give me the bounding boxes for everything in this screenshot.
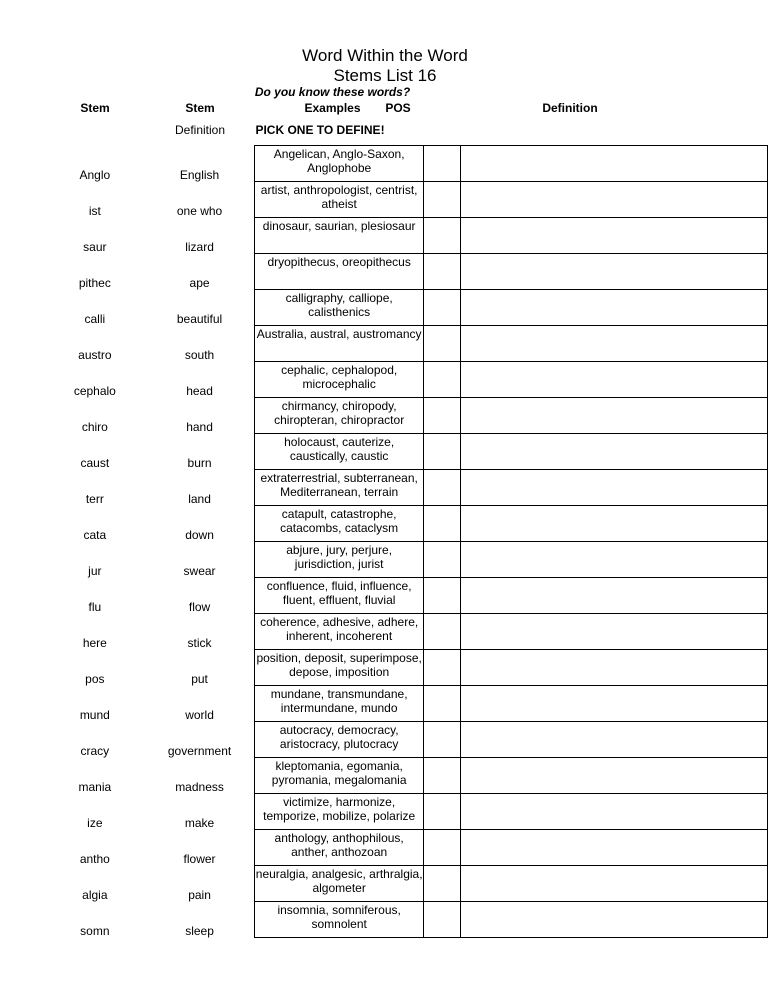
stem-definition-text: sleep — [185, 923, 214, 938]
definition-answer-cell[interactable] — [460, 542, 767, 578]
definition-answer-cell[interactable] — [460, 794, 767, 830]
definition-answer-cell[interactable] — [460, 398, 767, 434]
examples-text: victimize, harmonize, temporize, mobilize, polarize — [263, 794, 416, 823]
examples-text: neuralgia, analgesic, arthralgia, algometer — [255, 866, 423, 895]
stem-cell — [45, 362, 145, 398]
table-row — [45, 254, 768, 290]
examples-text: artist, anthropologist, centrist, atheist — [260, 182, 418, 211]
stem-definition-cell — [145, 830, 255, 866]
examples-text: catapult, catastrophe, catacombs, cataclysm — [280, 506, 399, 535]
examples-cell — [255, 434, 424, 470]
stem-definition-cell — [145, 758, 255, 794]
table-row — [45, 182, 768, 218]
stem-cell — [45, 722, 145, 758]
stem-definition-text: hand — [186, 419, 213, 434]
header-pick-one: PICK ONE TO DEFINE! — [255, 123, 385, 137]
examples-text: chirmancy, chiropody, chiropteran, chiropractor — [274, 398, 405, 427]
stem-definition-cell — [145, 290, 255, 326]
header-pos: POS — [385, 101, 411, 115]
examples-text: holocaust, cauterize, caustically, caustic — [284, 434, 395, 463]
examples-text: position, deposit, superimpose, depose, imposition — [256, 650, 422, 679]
definition-answer-cell[interactable] — [460, 578, 767, 614]
stem-cell — [45, 686, 145, 722]
examples-cell — [255, 470, 424, 506]
definition-answer-cell[interactable] — [460, 614, 767, 650]
examples-text: coherence, adhesive, adhere, inherent, incoherent — [260, 614, 419, 643]
stem-definition-cell — [145, 146, 255, 182]
table-row — [45, 650, 768, 686]
definition-answer-cell[interactable] — [460, 722, 767, 758]
stem-definition-cell — [145, 434, 255, 470]
examples-text: kleptomania, egomania, pyromania, megalomania — [271, 758, 407, 787]
examples-text: insomnia, somniferous, somnolent — [277, 902, 401, 931]
examples-cell — [255, 326, 424, 362]
examples-text: mundane, transmundane, intermundane, mundo — [270, 686, 408, 715]
stem-definition-cell — [145, 650, 255, 686]
examples-cell — [255, 506, 424, 542]
examples-cell — [255, 254, 424, 290]
definition-answer-cell[interactable] — [460, 650, 767, 686]
stem-definition-cell — [145, 362, 255, 398]
definition-answer-cell[interactable] — [460, 362, 767, 398]
question-heading: Do you know these words? — [254, 85, 411, 99]
stem-definition-text: beautiful — [176, 311, 223, 326]
examples-cell — [255, 182, 424, 218]
header-definition: Definition — [542, 101, 598, 115]
pos-answer-cell[interactable] — [423, 686, 460, 722]
stem-definition-cell — [145, 686, 255, 722]
table-row — [45, 146, 768, 182]
pos-answer-cell[interactable] — [423, 362, 460, 398]
stem-cell — [45, 218, 145, 254]
stem-text: cephalo — [73, 383, 116, 398]
examples-cell — [255, 542, 424, 578]
stem-text: caust — [80, 455, 110, 470]
stem-text: chiro — [81, 419, 108, 434]
examples-text: extraterrestrial, subterranean, Mediterranean, terrain — [260, 470, 418, 499]
stem-definition-text: stick — [187, 635, 212, 650]
stem-text: pithec — [78, 275, 111, 290]
definition-answer-cell[interactable] — [460, 290, 767, 326]
stem-cell — [45, 794, 145, 830]
examples-text: confluence, fluid, influence, fluent, effluent, fluvial — [266, 578, 412, 607]
pos-answer-cell[interactable] — [423, 254, 460, 290]
examples-text: dinosaur, saurian, plesiosaur — [262, 218, 416, 233]
stem-cell — [45, 542, 145, 578]
table-row — [45, 506, 768, 542]
header-stem-definition-bottom: Definition — [174, 123, 226, 137]
stem-text: ist — [88, 203, 101, 218]
examples-cell — [255, 794, 424, 830]
stem-text: ize — [87, 815, 103, 830]
stem-definition-text: ape — [189, 275, 210, 290]
stem-definition-text: put — [191, 671, 208, 686]
examples-cell — [255, 362, 424, 398]
title-line-2: Stems List 16 — [333, 66, 437, 85]
definition-answer-cell[interactable] — [460, 758, 767, 794]
stem-text: pos — [85, 671, 105, 686]
examples-cell — [255, 686, 424, 722]
examples-text: anthology, anthophilous, anther, anthozoan — [274, 830, 404, 859]
stem-definition-text: head — [186, 383, 213, 398]
table-row — [45, 794, 768, 830]
stem-cell — [45, 434, 145, 470]
examples-cell — [255, 146, 424, 182]
stem-definition-cell — [145, 722, 255, 758]
pos-answer-cell[interactable] — [423, 650, 460, 686]
examples-cell — [255, 578, 424, 614]
examples-cell — [255, 758, 424, 794]
stem-definition-text: flow — [188, 599, 211, 614]
table-row — [45, 830, 768, 866]
stem-definition-cell — [145, 614, 255, 650]
stem-text: saur — [83, 239, 107, 254]
examples-cell — [255, 614, 424, 650]
definition-answer-cell[interactable] — [460, 434, 767, 470]
definition-answer-cell[interactable] — [460, 254, 767, 290]
pos-answer-cell[interactable] — [423, 398, 460, 434]
stem-cell — [45, 146, 145, 182]
pos-answer-cell[interactable] — [423, 614, 460, 650]
stem-text: flu — [88, 599, 102, 614]
table-row — [45, 578, 768, 614]
stem-text: jur — [88, 563, 102, 578]
pos-answer-cell[interactable] — [423, 830, 460, 866]
stem-definition-text: English — [179, 167, 220, 182]
definition-answer-cell[interactable] — [460, 218, 767, 254]
stem-definition-cell — [145, 470, 255, 506]
title-line-1: Word Within the Word — [302, 46, 468, 65]
stem-definition-text: one who — [176, 203, 223, 218]
stem-cell — [45, 614, 145, 650]
stem-definition-cell — [145, 542, 255, 578]
stem-text: terr — [85, 491, 104, 506]
stem-definition-cell — [145, 902, 255, 938]
header-stem: Stem — [80, 101, 110, 115]
pos-answer-cell[interactable] — [423, 578, 460, 614]
pos-answer-cell[interactable] — [423, 794, 460, 830]
pos-answer-cell[interactable] — [423, 290, 460, 326]
stem-cell — [45, 830, 145, 866]
stem-definition-cell — [145, 506, 255, 542]
stem-definition-cell — [145, 218, 255, 254]
table-row — [45, 686, 768, 722]
stem-definition-text: down — [185, 527, 214, 542]
stem-cell — [45, 290, 145, 326]
definition-answer-cell[interactable] — [460, 326, 767, 362]
definition-answer-cell[interactable] — [460, 470, 767, 506]
stem-definition-text: burn — [187, 455, 212, 470]
stem-text: austro — [78, 347, 112, 362]
stems-table — [45, 145, 768, 938]
table-row — [45, 758, 768, 794]
table-row — [45, 542, 768, 578]
stem-cell — [45, 506, 145, 542]
stem-definition-text: land — [188, 491, 211, 506]
examples-text: Australia, austral, austromancy — [256, 326, 422, 341]
table-row — [45, 362, 768, 398]
pos-answer-cell[interactable] — [423, 326, 460, 362]
header-stem-definition-top: Stem — [185, 101, 215, 115]
examples-cell — [255, 722, 424, 758]
stem-definition-cell — [145, 326, 255, 362]
stem-cell — [45, 866, 145, 902]
stem-cell — [45, 650, 145, 686]
stem-text: algia — [82, 887, 108, 902]
stem-text: here — [82, 635, 107, 650]
stem-definition-cell — [145, 794, 255, 830]
examples-cell — [255, 650, 424, 686]
table-row — [45, 218, 768, 254]
pos-answer-cell[interactable] — [423, 542, 460, 578]
table-row — [45, 290, 768, 326]
examples-text: calligraphy, calliope, calisthenics — [285, 290, 393, 319]
stem-definition-text: make — [184, 815, 215, 830]
table-row — [45, 326, 768, 362]
table-row — [45, 722, 768, 758]
examples-text: dryopithecus, oreopithecus — [267, 254, 411, 269]
stem-cell — [45, 578, 145, 614]
stem-text: antho — [79, 851, 110, 866]
stem-definition-text: lizard — [185, 239, 214, 254]
stem-definition-text: world — [185, 707, 214, 722]
pos-answer-cell[interactable] — [423, 758, 460, 794]
stem-cell — [45, 182, 145, 218]
examples-text: abjure, jury, perjure, jurisdiction, jurist — [286, 542, 393, 571]
definition-answer-cell[interactable] — [460, 902, 767, 938]
pos-answer-cell[interactable] — [423, 866, 460, 902]
definition-answer-cell[interactable] — [460, 830, 767, 866]
stem-definition-text: flower — [183, 851, 216, 866]
stem-text: cracy — [80, 743, 110, 758]
table-row — [45, 470, 768, 506]
stem-definition-cell — [145, 254, 255, 290]
stem-text: somn — [80, 923, 110, 938]
stem-text: mania — [78, 779, 112, 794]
stem-text: cata — [83, 527, 107, 542]
stem-definition-cell — [145, 182, 255, 218]
examples-text: Angelican, Anglo-Saxon, Anglophobe — [273, 146, 405, 175]
stem-definition-text: government — [167, 743, 232, 758]
table-row — [45, 398, 768, 434]
examples-text: cephalic, cephalopod, microcephalic — [281, 362, 398, 391]
stem-text: mund — [79, 707, 110, 722]
stem-definition-text: south — [184, 347, 215, 362]
examples-text: autocracy, democracy, aristocracy, plutocracy — [279, 722, 399, 751]
pos-answer-cell[interactable] — [423, 218, 460, 254]
definition-answer-cell[interactable] — [460, 866, 767, 902]
definition-answer-cell[interactable] — [460, 506, 767, 542]
stem-definition-text: swear — [183, 563, 216, 578]
stem-cell — [45, 398, 145, 434]
table-row — [45, 434, 768, 470]
stem-cell — [45, 902, 145, 938]
stem-cell — [45, 470, 145, 506]
stem-definition-text: madness — [175, 779, 224, 794]
stem-definition-cell — [145, 398, 255, 434]
definition-answer-cell[interactable] — [460, 146, 767, 182]
examples-cell — [255, 830, 424, 866]
stem-definition-text: pain — [188, 887, 211, 902]
header-examples: Examples — [304, 101, 361, 115]
stem-text: calli — [84, 311, 106, 326]
stem-text: Anglo — [79, 167, 111, 182]
examples-cell — [255, 218, 424, 254]
examples-cell — [255, 398, 424, 434]
examples-cell — [255, 866, 424, 902]
pos-answer-cell[interactable] — [423, 902, 460, 938]
pos-answer-cell[interactable] — [423, 506, 460, 542]
examples-cell — [255, 290, 424, 326]
table-row — [45, 902, 768, 938]
table-row — [45, 866, 768, 902]
pos-answer-cell[interactable] — [423, 470, 460, 506]
pos-answer-cell[interactable] — [423, 722, 460, 758]
definition-answer-cell[interactable] — [460, 686, 767, 722]
stem-cell — [45, 758, 145, 794]
pos-answer-cell[interactable] — [423, 146, 460, 182]
pos-answer-cell[interactable] — [423, 434, 460, 470]
stem-definition-cell — [145, 578, 255, 614]
stem-definition-cell — [145, 866, 255, 902]
pos-answer-cell[interactable] — [423, 182, 460, 218]
definition-answer-cell[interactable] — [460, 182, 767, 218]
stem-cell — [45, 326, 145, 362]
stem-cell — [45, 254, 145, 290]
table-row — [45, 614, 768, 650]
examples-cell — [255, 902, 424, 938]
